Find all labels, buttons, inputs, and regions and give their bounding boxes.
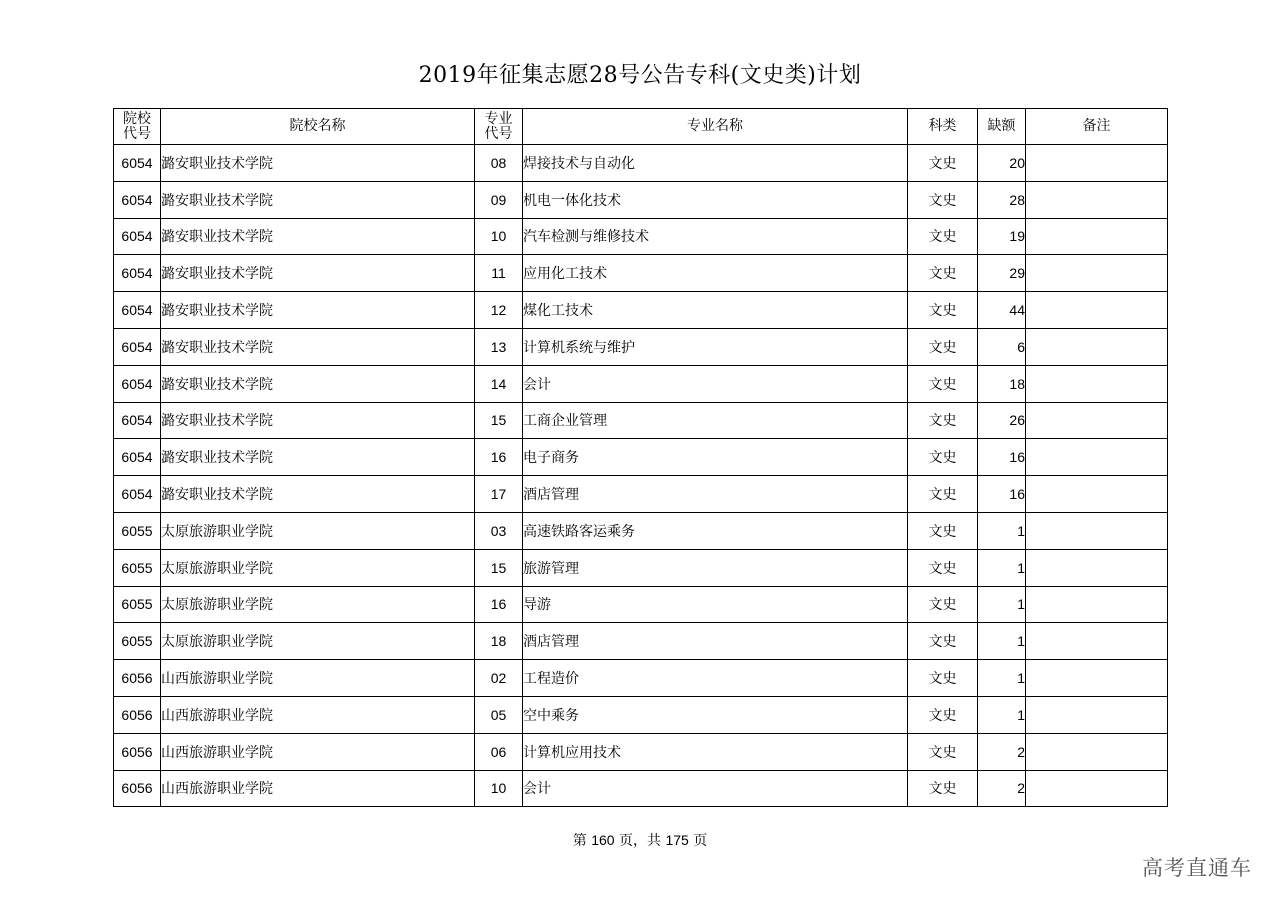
cell-remark	[1026, 145, 1168, 182]
cell-category: 文史	[908, 292, 978, 329]
cell-remark	[1026, 328, 1168, 365]
header-remark: 备注	[1026, 109, 1168, 145]
cell-school-name: 太原旅游职业学院	[161, 549, 475, 586]
cell-major-name: 计算机系统与维护	[523, 328, 908, 365]
cell-major-name: 计算机应用技术	[523, 733, 908, 770]
cell-quota: 2	[978, 770, 1026, 807]
cell-major-name: 机电一体化技术	[523, 181, 908, 218]
cell-school-code: 6054	[114, 255, 161, 292]
cell-school-name: 山西旅游职业学院	[161, 660, 475, 697]
table-row	[114, 476, 1168, 513]
cell-school-name: 潞安职业技术学院	[161, 439, 475, 476]
footer-suffix: 页	[693, 833, 708, 849]
cell-major-name: 电子商务	[523, 439, 908, 476]
table-row	[114, 696, 1168, 733]
cell-category: 文史	[908, 181, 978, 218]
cell-school-name: 潞安职业技术学院	[161, 402, 475, 439]
cell-category: 文史	[908, 255, 978, 292]
cell-quota: 1	[978, 512, 1026, 549]
cell-major-name: 会计	[523, 770, 908, 807]
cell-school-code: 6054	[114, 365, 161, 402]
cell-school-code: 6055	[114, 623, 161, 660]
cell-quota: 26	[978, 402, 1026, 439]
cell-major-name: 导游	[523, 586, 908, 623]
cell-school-name: 潞安职业技术学院	[161, 255, 475, 292]
cell-remark	[1026, 696, 1168, 733]
enrollment-plan-table	[113, 108, 1168, 807]
footer-prefix: 第	[572, 833, 587, 849]
cell-remark	[1026, 439, 1168, 476]
table-row	[114, 328, 1168, 365]
cell-remark	[1026, 476, 1168, 513]
cell-category: 文史	[908, 218, 978, 255]
table-body	[114, 145, 1168, 807]
cell-category: 文史	[908, 328, 978, 365]
table-row	[114, 439, 1168, 476]
cell-category: 文史	[908, 586, 978, 623]
cell-quota: 20	[978, 145, 1026, 182]
cell-major-code: 16	[475, 439, 523, 476]
cell-school-name: 山西旅游职业学院	[161, 770, 475, 807]
cell-major-code: 18	[475, 623, 523, 660]
cell-major-code: 06	[475, 733, 523, 770]
table-row	[114, 623, 1168, 660]
cell-major-code: 13	[475, 328, 523, 365]
table-row	[114, 402, 1168, 439]
cell-quota: 19	[978, 218, 1026, 255]
table-row	[114, 255, 1168, 292]
cell-major-name: 焊接技术与自动化	[523, 145, 908, 182]
cell-school-name: 潞安职业技术学院	[161, 476, 475, 513]
cell-remark	[1026, 660, 1168, 697]
cell-quota: 1	[978, 586, 1026, 623]
cell-major-code: 15	[475, 402, 523, 439]
cell-remark	[1026, 402, 1168, 439]
cell-school-code: 6054	[114, 328, 161, 365]
cell-category: 文史	[908, 696, 978, 733]
cell-category: 文史	[908, 733, 978, 770]
cell-school-name: 太原旅游职业学院	[161, 623, 475, 660]
cell-remark	[1026, 512, 1168, 549]
table-row	[114, 181, 1168, 218]
watermark: 高考直通车	[1142, 856, 1252, 880]
table-row	[114, 549, 1168, 586]
cell-school-code: 6054	[114, 476, 161, 513]
footer-page-number: 160	[591, 832, 615, 848]
cell-remark	[1026, 292, 1168, 329]
cell-major-code: 16	[475, 586, 523, 623]
cell-major-name: 煤化工技术	[523, 292, 908, 329]
cell-category: 文史	[908, 145, 978, 182]
cell-school-code: 6054	[114, 181, 161, 218]
cell-category: 文史	[908, 439, 978, 476]
cell-major-name: 会计	[523, 365, 908, 402]
cell-category: 文史	[908, 623, 978, 660]
cell-major-code: 02	[475, 660, 523, 697]
cell-quota: 44	[978, 292, 1026, 329]
header-school-code: 院校 代号	[114, 109, 161, 145]
cell-school-name: 太原旅游职业学院	[161, 586, 475, 623]
cell-quota: 28	[978, 181, 1026, 218]
cell-school-code: 6056	[114, 770, 161, 807]
cell-quota: 6	[978, 328, 1026, 365]
cell-major-code: 09	[475, 181, 523, 218]
cell-school-name: 山西旅游职业学院	[161, 696, 475, 733]
table-row	[114, 512, 1168, 549]
cell-category: 文史	[908, 512, 978, 549]
cell-major-name: 酒店管理	[523, 623, 908, 660]
cell-major-code: 10	[475, 218, 523, 255]
cell-remark	[1026, 733, 1168, 770]
cell-category: 文史	[908, 660, 978, 697]
header-major-name: 专业名称	[523, 109, 908, 145]
cell-major-name: 汽车检测与维修技术	[523, 218, 908, 255]
header-quota: 缺额	[978, 109, 1026, 145]
cell-school-code: 6054	[114, 292, 161, 329]
cell-school-code: 6054	[114, 402, 161, 439]
cell-major-name: 工商企业管理	[523, 402, 908, 439]
cell-category: 文史	[908, 402, 978, 439]
cell-major-name: 高速铁路客运乘务	[523, 512, 908, 549]
cell-category: 文史	[908, 365, 978, 402]
cell-quota: 1	[978, 623, 1026, 660]
table-row	[114, 770, 1168, 807]
cell-remark	[1026, 365, 1168, 402]
footer-total-pages: 175	[665, 832, 689, 848]
cell-school-code: 6054	[114, 218, 161, 255]
page-title: 2019年征集志愿28号公告专科(文史类)计划	[418, 63, 862, 88]
cell-major-code: 05	[475, 696, 523, 733]
cell-remark	[1026, 218, 1168, 255]
header-category: 科类	[908, 109, 978, 145]
cell-major-name: 应用化工技术	[523, 255, 908, 292]
cell-major-code: 03	[475, 512, 523, 549]
cell-school-code: 6056	[114, 696, 161, 733]
cell-major-code: 15	[475, 549, 523, 586]
page-footer	[0, 830, 1280, 850]
table-row	[114, 365, 1168, 402]
cell-school-name: 潞安职业技术学院	[161, 181, 475, 218]
cell-school-name: 潞安职业技术学院	[161, 292, 475, 329]
cell-remark	[1026, 623, 1168, 660]
table-row	[114, 218, 1168, 255]
cell-major-code: 08	[475, 145, 523, 182]
table-header-row	[114, 109, 1168, 145]
cell-quota: 2	[978, 733, 1026, 770]
cell-remark	[1026, 181, 1168, 218]
cell-remark	[1026, 770, 1168, 807]
footer-middle: 页，共	[619, 833, 661, 849]
cell-school-code: 6054	[114, 439, 161, 476]
cell-quota: 1	[978, 549, 1026, 586]
table-row	[114, 660, 1168, 697]
cell-major-code: 12	[475, 292, 523, 329]
cell-major-name: 酒店管理	[523, 476, 908, 513]
cell-category: 文史	[908, 770, 978, 807]
cell-major-name: 空中乘务	[523, 696, 908, 733]
cell-school-code: 6054	[114, 145, 161, 182]
cell-major-name: 旅游管理	[523, 549, 908, 586]
cell-school-name: 潞安职业技术学院	[161, 328, 475, 365]
cell-quota: 18	[978, 365, 1026, 402]
cell-school-name: 潞安职业技术学院	[161, 365, 475, 402]
table-row	[114, 733, 1168, 770]
cell-school-name: 山西旅游职业学院	[161, 733, 475, 770]
cell-school-code: 6055	[114, 512, 161, 549]
cell-quota: 1	[978, 696, 1026, 733]
cell-major-name: 工程造价	[523, 660, 908, 697]
cell-school-code: 6055	[114, 586, 161, 623]
cell-quota: 1	[978, 660, 1026, 697]
cell-school-code: 6056	[114, 733, 161, 770]
cell-category: 文史	[908, 549, 978, 586]
cell-major-code: 14	[475, 365, 523, 402]
cell-category: 文史	[908, 476, 978, 513]
table-row	[114, 145, 1168, 182]
cell-school-name: 潞安职业技术学院	[161, 145, 475, 182]
cell-quota: 16	[978, 439, 1026, 476]
cell-major-code: 10	[475, 770, 523, 807]
cell-quota: 29	[978, 255, 1026, 292]
cell-school-name: 潞安职业技术学院	[161, 218, 475, 255]
cell-school-code: 6056	[114, 660, 161, 697]
cell-school-name: 太原旅游职业学院	[161, 512, 475, 549]
cell-major-code: 11	[475, 255, 523, 292]
table-row	[114, 292, 1168, 329]
header-school-name: 院校名称	[161, 109, 475, 145]
cell-remark	[1026, 549, 1168, 586]
cell-remark	[1026, 586, 1168, 623]
cell-school-code: 6055	[114, 549, 161, 586]
cell-major-code: 17	[475, 476, 523, 513]
cell-remark	[1026, 255, 1168, 292]
header-major-code: 专业 代号	[475, 109, 523, 145]
table-row	[114, 586, 1168, 623]
cell-quota: 16	[978, 476, 1026, 513]
